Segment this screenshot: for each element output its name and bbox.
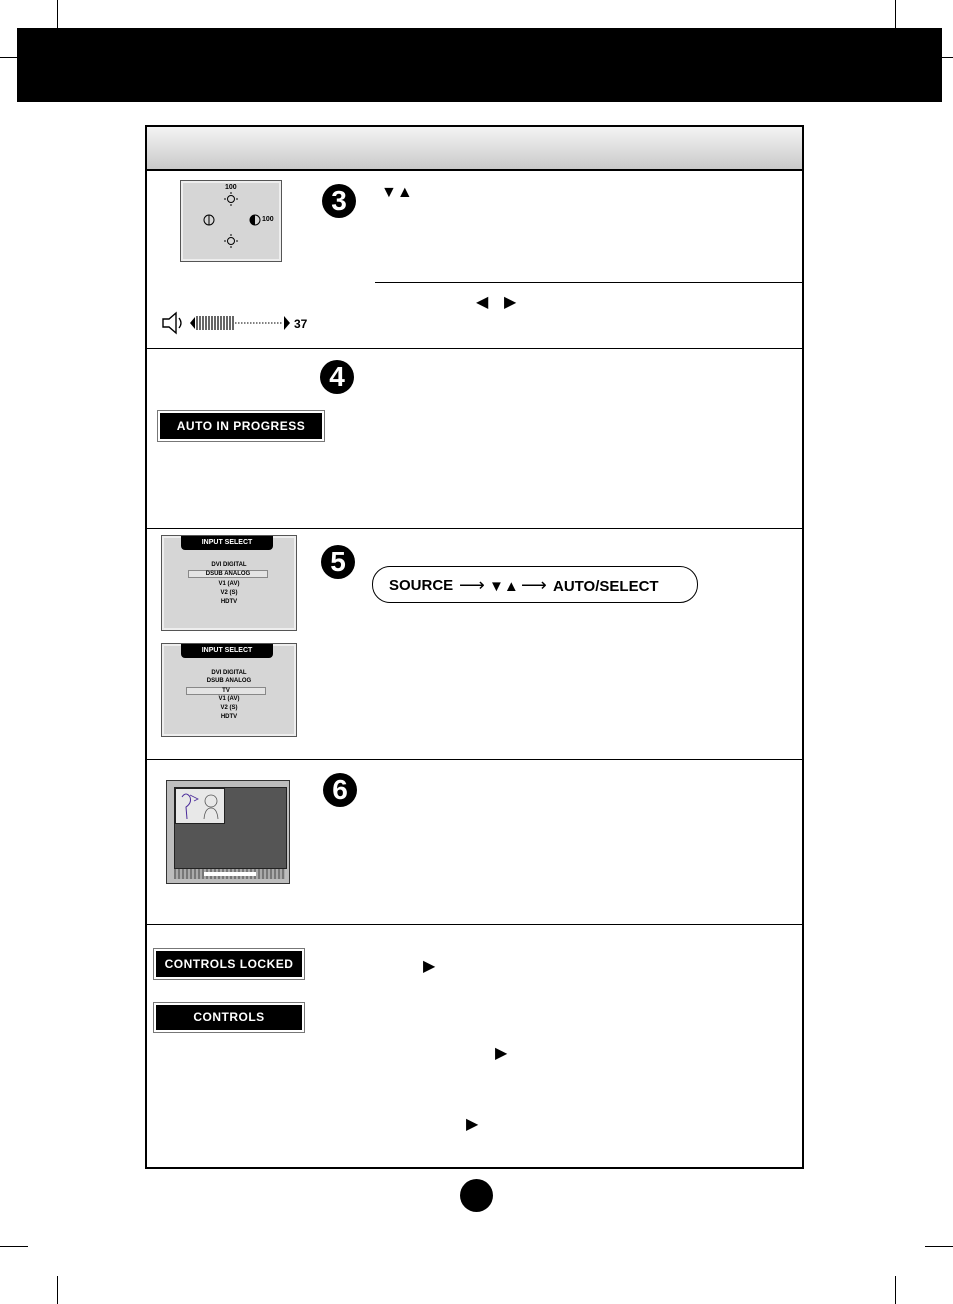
page-number-badge: [460, 1179, 493, 1212]
menu-item: DSUB ANALOG: [206, 678, 252, 684]
section-divider: [147, 759, 802, 760]
menu-item: V1 (AV): [218, 696, 240, 702]
menu-item: HDTV: [220, 599, 238, 605]
step-6-badge: 6: [323, 773, 357, 807]
right-arrow-icon: ▶: [504, 294, 517, 311]
crop-mark: [942, 57, 953, 58]
contrast-icon: [203, 214, 215, 226]
menu-item: V1 (AV): [218, 581, 240, 587]
down-up-arrows-icon: ▼▲: [381, 184, 413, 201]
menu-item-selected: DSUB ANALOG: [188, 570, 268, 578]
menu-item: V2 (S): [220, 705, 238, 711]
crop-mark: [57, 1276, 58, 1304]
speaker-icon: [161, 311, 187, 335]
auto-in-progress-label: AUTO IN PROGRESS: [160, 413, 322, 439]
step-5-badge: 5: [321, 545, 355, 579]
brightness-contrast-panel: [180, 180, 282, 262]
brightness-top-value: 100: [225, 184, 237, 191]
contrast-filled-icon: [249, 214, 261, 226]
pip-illustration: [176, 789, 224, 823]
crop-mark: [0, 1246, 28, 1247]
crop-mark: [895, 0, 896, 28]
section-divider: [147, 348, 802, 349]
right-arrow-icon: ▶: [466, 1116, 479, 1133]
section-divider: [147, 924, 802, 925]
pip-control-strip: [174, 869, 285, 879]
menu-item-selected: TV: [186, 687, 266, 695]
crop-mark: [895, 1276, 896, 1304]
source-label: SOURCE: [389, 577, 454, 594]
pip-monitor-image: [166, 780, 290, 884]
left-arrow-icon: ◀: [476, 294, 489, 311]
arrow-right-icon: ⟶: [521, 575, 547, 595]
menu-item: DVI DIGITAL: [211, 670, 247, 676]
sun-icon: [224, 192, 238, 206]
right-arrow-icon: ▶: [423, 958, 436, 975]
table-header: [147, 127, 802, 171]
pip-control-bar: [204, 872, 256, 876]
step-4-badge: 4: [320, 360, 354, 394]
input-select-title: INPUT SELECT: [181, 536, 273, 550]
crop-mark: [0, 57, 17, 58]
controls-locked-label: CONTROLS LOCKED: [156, 951, 302, 977]
header-bar: [17, 28, 942, 102]
input-select-panel: [161, 535, 297, 631]
menu-item: HDTV: [220, 714, 238, 720]
contrast-right-value: 100: [262, 216, 274, 223]
controls-unlocked-label: CONTROLS UNLOCKED: [156, 1005, 302, 1030]
sub-divider: [375, 282, 802, 283]
right-arrow-icon: ▶: [495, 1045, 508, 1062]
auto-select-label: AUTO/SELECT: [553, 578, 659, 595]
step-3-badge: 3: [322, 184, 356, 218]
section-divider: [147, 528, 802, 529]
source-select-flow: [372, 566, 698, 603]
input-select-panel: [161, 643, 297, 737]
volume-value: 37: [294, 317, 308, 331]
menu-item: V2 (S): [220, 590, 238, 596]
crop-mark: [925, 1246, 953, 1247]
menu-item: DVI DIGITAL: [211, 562, 247, 568]
sun-icon: [224, 234, 238, 248]
pip-sub-window: [175, 788, 225, 824]
arrow-right-icon: ⟶: [459, 575, 485, 595]
input-select-title: INPUT SELECT: [181, 644, 273, 658]
volume-slider: [188, 313, 292, 333]
down-up-arrows-icon: ▼▲: [489, 578, 519, 595]
crop-mark: [57, 0, 58, 28]
